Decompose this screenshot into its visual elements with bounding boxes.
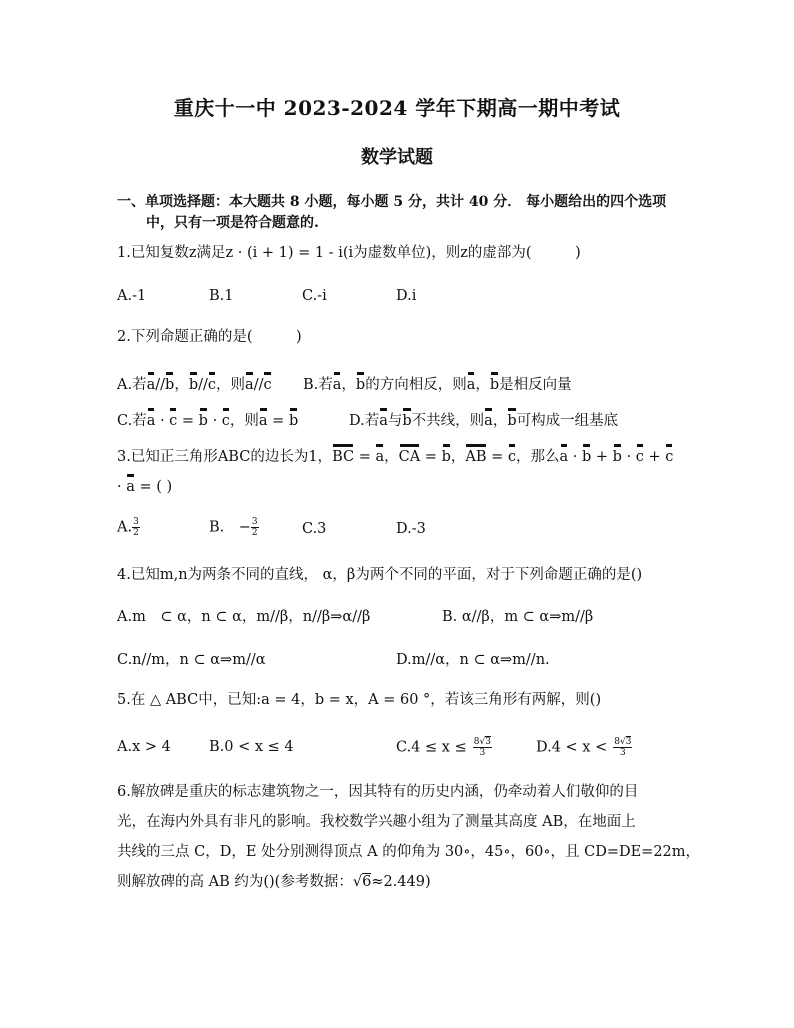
comma: ， xyxy=(475,377,490,393)
q2-d-end: 可构成一组基底 xyxy=(516,413,619,429)
q6-line1: 6.解放碑是重庆的标志建筑物之一，因其特有的历史内涵，仍牵动着人们敬仰的目 xyxy=(117,784,639,800)
dot-symbol: · xyxy=(117,479,127,495)
q3-option-c: C.3 xyxy=(302,521,327,537)
comma: ， xyxy=(492,413,508,429)
vector-b: b xyxy=(582,444,591,467)
q3-mid: ，那么 xyxy=(516,449,560,465)
vector-b: b xyxy=(356,372,365,395)
fraction-numerator: 3 xyxy=(133,517,139,527)
section-heading-line2: 中，只有一项是符合题意的. xyxy=(146,215,319,231)
q6-line4-prefix: 则解放碑的高 AB 约为()(参考数据： xyxy=(117,874,353,890)
q6-line2: 光，在海内外具有非凡的影响。我校数学兴趣小组为了测量其高度 AB，在地面上 xyxy=(117,814,636,830)
vector-b: b xyxy=(507,408,516,431)
q6-line4-suffix: ≈2.449) xyxy=(371,874,431,890)
vector-c: c xyxy=(636,444,644,467)
vector-c: c xyxy=(222,408,230,431)
parallel-symbol: // xyxy=(155,377,166,393)
radicand: 3 xyxy=(485,737,491,747)
fraction-denominator: 2 xyxy=(133,528,139,538)
vector-c: c xyxy=(665,444,673,467)
fraction-denominator: 3 xyxy=(619,748,626,758)
q3-stem-line1: 3.已知正三角形ABC的边长为1，BC = a，CA = b，AB = c，那么a · b + b · c + c xyxy=(117,444,673,467)
dot-symbol: · xyxy=(621,449,636,465)
vector-a: a xyxy=(147,372,156,395)
fraction-numerator: 8√3 xyxy=(614,737,632,747)
q4-option-a: A.m ⊂ α，n ⊂ α，m//β，n//β⇒α//β xyxy=(117,609,371,625)
q3-prefix: 3.已知正三角形ABC的边长为1， xyxy=(117,449,333,465)
equals-symbol: = xyxy=(420,449,442,465)
q5-d-label: D.4 < x < xyxy=(536,739,608,756)
vector-a: a xyxy=(126,474,135,497)
equals-symbol: = xyxy=(177,413,199,429)
vector-c: c xyxy=(208,372,216,395)
q3-stem-line2 xyxy=(117,474,172,497)
vector-c: c xyxy=(169,408,177,431)
vector-a: a xyxy=(147,408,156,431)
vector-a: a xyxy=(333,372,342,395)
vector-a: a xyxy=(560,444,569,467)
comma: ， xyxy=(174,377,189,393)
q5-c-label: C.4 ≤ x ≤ xyxy=(396,739,467,756)
q5-stem: 5.在 △ ABC中，已知:a = 4，b = x，A = 60 °，若该三角形有两解，则() xyxy=(117,692,602,708)
q2-d-prefix: D.若 xyxy=(349,413,380,429)
q3-option-a xyxy=(117,517,140,538)
parallel-symbol: // xyxy=(253,377,264,393)
q3-line2-end: = ( ) xyxy=(134,479,173,495)
vector-ca: CA xyxy=(399,444,421,467)
q2-b-end: 是相反向量 xyxy=(499,377,572,393)
radicand: 6 xyxy=(362,874,372,890)
q2-option-a xyxy=(117,372,272,395)
q4-option-d: D.m//α，n ⊂ α⇒m//n. xyxy=(396,652,550,668)
vector-b: b xyxy=(189,372,198,395)
fraction-numerator: 3 xyxy=(251,517,258,527)
vector-ab: AB xyxy=(465,444,486,467)
vector-a: a xyxy=(245,372,254,395)
q5-option-a: A.x > 4 xyxy=(117,739,171,755)
q1-option-d: D.i xyxy=(396,288,417,304)
q3-option-b xyxy=(209,517,259,538)
q3-option-d: D.-3 xyxy=(396,521,426,537)
q5-option-d xyxy=(536,737,632,758)
fraction-denominator: 2 xyxy=(251,528,258,538)
coefficient: 8 xyxy=(473,737,480,747)
q1-stem: 1.已知复数z满足z · (i + 1) = 1 - i(i为虚数单位)，则z的虚部为( ) xyxy=(117,245,581,261)
q3-a-label: A. xyxy=(117,519,133,536)
fraction-numerator: 8√3 xyxy=(473,737,491,747)
q2-c-prefix: C.若 xyxy=(117,413,147,429)
exam-title: 重庆十一中 2023-2024 学年下期高一期中考试 xyxy=(173,96,621,120)
q2-b-mid: 的方向相反，则 xyxy=(365,377,467,393)
coefficient: 8 xyxy=(614,737,620,747)
equals-symbol: = xyxy=(354,449,376,465)
vector-b: b xyxy=(199,408,208,431)
q2-d-mid: 与 xyxy=(387,413,403,429)
vector-b: b xyxy=(165,372,174,395)
exam-subtitle: 数学试题 xyxy=(361,147,433,168)
q5-option-c xyxy=(396,737,492,758)
vector-c: c xyxy=(508,444,516,467)
fraction-eight-root3-over-3 xyxy=(613,737,632,758)
q3-b-label: B. − xyxy=(209,519,251,536)
vector-a: a xyxy=(259,408,268,431)
dot-symbol: · xyxy=(155,413,170,429)
q2-a-prefix: A.若 xyxy=(117,377,147,393)
vector-b: b xyxy=(402,408,411,431)
vector-b: b xyxy=(289,408,298,431)
q1-option-b: B.1 xyxy=(209,288,234,304)
vector-c: c xyxy=(263,372,271,395)
comma: ， xyxy=(450,449,466,465)
fraction-denominator: 3 xyxy=(479,748,486,758)
q1-option-c: C.-i xyxy=(302,288,327,304)
dot-symbol: · xyxy=(568,449,582,465)
vector-a: a xyxy=(467,372,476,395)
radicand: 3 xyxy=(625,737,632,747)
q2-a-then: ，则 xyxy=(216,377,246,393)
vector-b: b xyxy=(613,444,622,467)
dot-symbol: · xyxy=(207,413,222,429)
q2-b-prefix: B.若 xyxy=(303,377,333,393)
q2-option-b xyxy=(303,372,572,395)
vector-a: a xyxy=(484,408,493,431)
fraction-three-halves xyxy=(132,517,140,538)
vector-b: b xyxy=(442,444,451,467)
vector-a: a xyxy=(375,444,384,467)
parallel-symbol: // xyxy=(198,377,208,393)
q5-option-b: B.0 < x ≤ 4 xyxy=(209,739,294,755)
vector-bc: BC xyxy=(332,444,354,467)
q4-stem: 4.已知m,n为两条不同的直线， α，β为两个不同的平面，对于下列命题正确的是() xyxy=(117,567,643,583)
q1-option-a: A.-1 xyxy=(117,288,147,304)
comma: ， xyxy=(341,377,356,393)
section-heading-line1: 一、单项选择题：本大题共 8 小题，每小题 5 分，共计 40 分． 每小题给出的四个选项 xyxy=(117,194,667,210)
vector-b: b xyxy=(490,372,499,395)
vector-a: a xyxy=(379,408,388,431)
q6-line4 xyxy=(117,872,431,892)
sqrt-symbol: √ xyxy=(352,874,363,890)
q2-c-mid: ，则 xyxy=(229,413,259,429)
q4-option-c: C.n//m，n ⊂ α⇒m//α xyxy=(117,652,266,668)
q2-option-c xyxy=(117,408,298,431)
equals-symbol: = xyxy=(486,449,508,465)
q2-stem: 2.下列命题正确的是( ) xyxy=(117,329,302,345)
q6-line3: 共线的三点 C，D，E 处分别测得顶点 A 的仰角为 30∘，45∘，60∘，且 CD=DE=22m， xyxy=(117,844,701,860)
fraction-three-halves xyxy=(251,517,259,538)
q4-option-b: B. α//β，m ⊂ α⇒m//β xyxy=(442,609,594,625)
q2-option-d xyxy=(349,408,618,431)
fraction-eight-root3-over-3 xyxy=(473,737,492,758)
q2-d-mid2: 不共线，则 xyxy=(411,413,485,429)
equals-symbol: = xyxy=(267,413,289,429)
comma: ， xyxy=(384,449,399,465)
